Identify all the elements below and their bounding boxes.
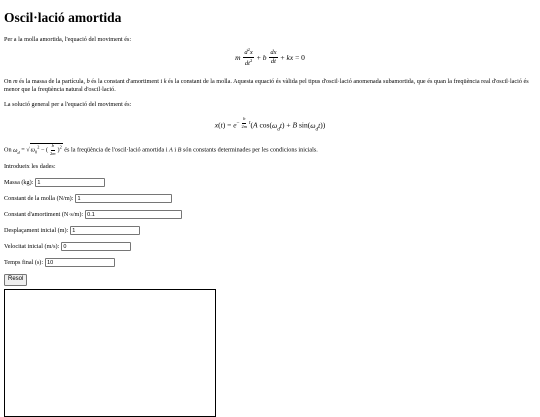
- damping-constant-input[interactable]: [85, 210, 182, 219]
- page-title: Oscil·lació amortida: [4, 10, 122, 25]
- general-solution-intro: La solució general per a l'equació del moviment és:: [4, 101, 132, 109]
- initial-displacement-row: [4, 226, 536, 235]
- omega-note: On $\omega_d = √\omega_0^2$ − ( $\frac{b}{2m}$ )$^2$ és la freqüència de l'oscil·lació amortida i A i B són constants determinades per les condicions inicials.: [4, 143, 318, 156]
- spring-constant-input[interactable]: [75, 194, 172, 203]
- initial-velocity-label: Velocitat inicial (m/s):: [4, 242, 60, 250]
- damping-constant-label: Constant d'amortiment (N·s/m):: [4, 210, 84, 218]
- mass-label: Massa (kg):: [4, 178, 34, 186]
- spring-constant-row: [4, 194, 536, 203]
- final-time-input[interactable]: [45, 258, 115, 267]
- final-time-row: [4, 258, 536, 267]
- solve-button[interactable]: Resol: [4, 274, 27, 286]
- intro-text: Per a la molla amortida, l'equació del moviment és:: [4, 35, 132, 43]
- equation-solution: $x(t) = e^{- \frac{b}{2m} t}(A$ $\cos(\omega_dt) + B$ $\sin(\omega_dt)$): [214, 116, 326, 133]
- damping-constant-row: [4, 210, 536, 219]
- input-prompt: Introdueix les dades:: [4, 163, 56, 171]
- plot-canvas: [4, 289, 216, 417]
- spring-constant-label: Constant de la molla (N/m):: [4, 194, 74, 202]
- mass-input[interactable]: [35, 178, 105, 187]
- equation-motion: m $\frac{d^2x}{dt^2}$ + b $\frac{dx}{dt}$ + kx = 0: [235, 46, 305, 68]
- final-time-label: Temps final (s):: [4, 258, 44, 266]
- initial-velocity-input[interactable]: [61, 242, 131, 251]
- explanation-text: On m és la massa de la partícula, b és la constant d'amortiment i k és la constant de la molla. Aquesta equació és vàlida pel tipus d'oscil·lació anomenada subamortida, que és quan la freqüència real d'oscil·lació és menor que la freqüència natural d'oscil·lació.: [4, 77, 529, 93]
- initial-velocity-row: [4, 242, 536, 251]
- initial-displacement-label: Desplaçament inicial (m):: [4, 226, 69, 234]
- mass-row: [4, 178, 536, 187]
- initial-displacement-input[interactable]: [70, 226, 140, 235]
